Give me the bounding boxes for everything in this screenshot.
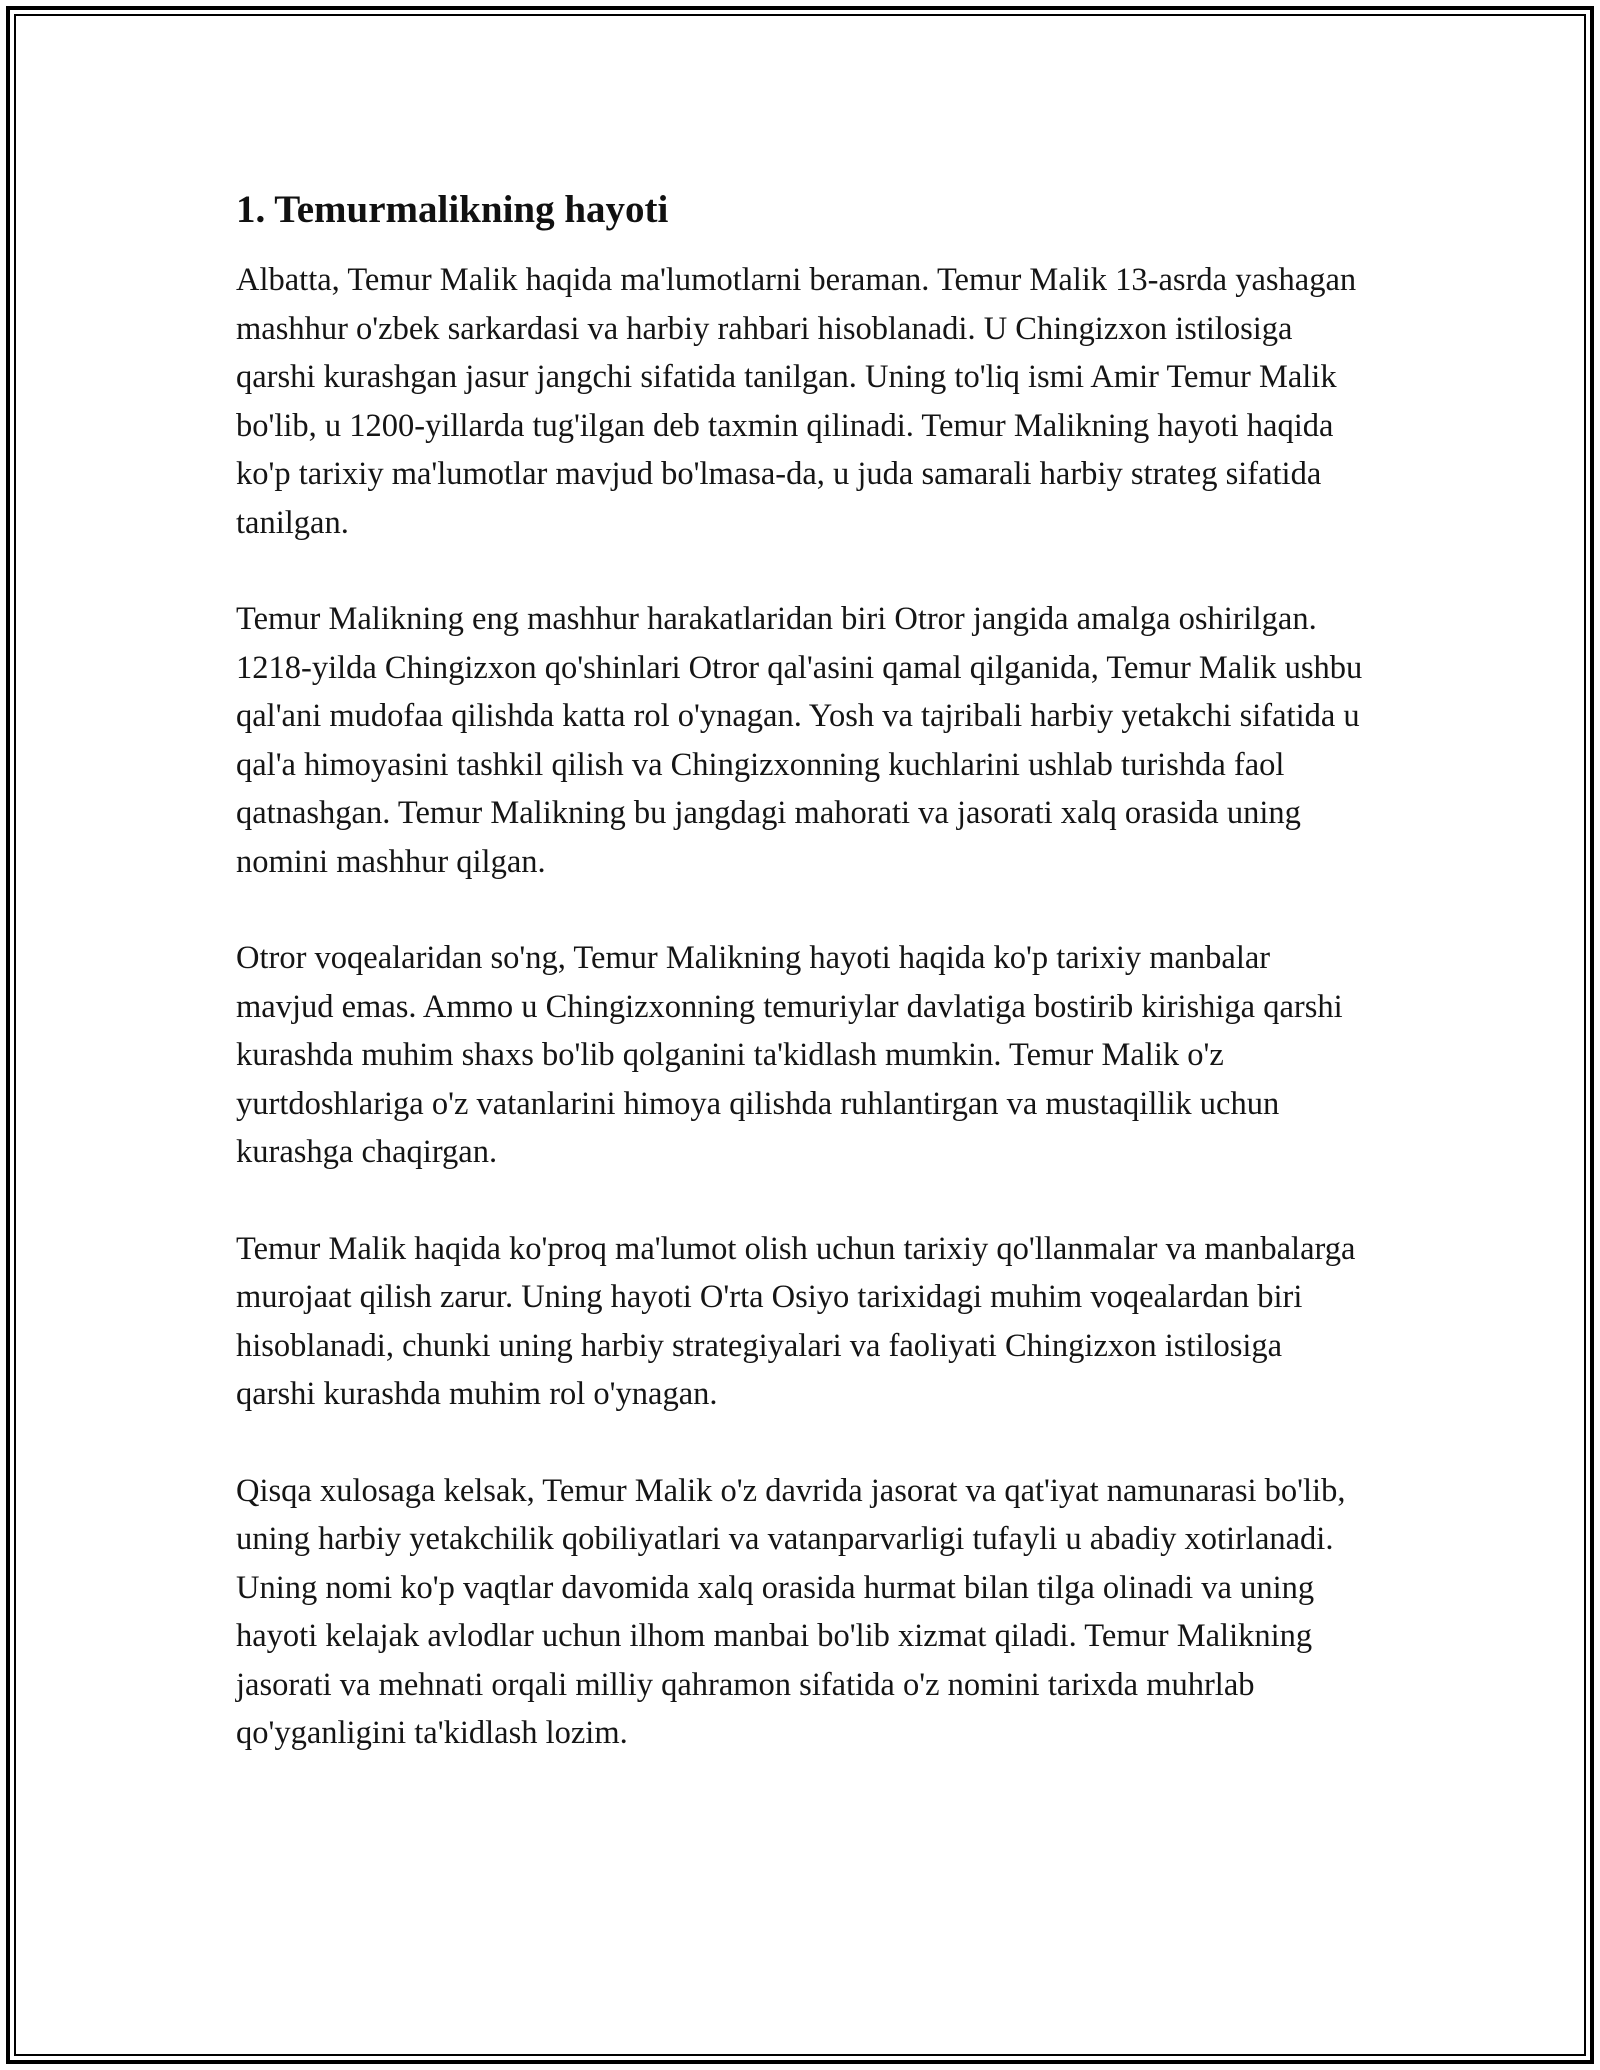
paragraph-2: Temur Malikning eng mashhur harakatlaridan biri Otror jangida amalga oshirilgan. 1218-yilda Chingizxon qo'shinlari Otror qal'asini qamal qilganida, Temur Malik ushbu qal'ani mudofaa qilishda katta rol o'ynagan. Yosh va tajribali harbiy yetakchi sifatida u qal'a himoyasini tashkil qilish va Chingizxonning kuchlarini ushlab turishda faol qatnashgan. Temur Malikning bu jangdagi mahorati va jasorati xalq orasida uning nomini mashhur qilgan. [236,601,1363,880]
paragraph-3: Otror voqealaridan so'ng, Temur Malikning hayoti haqida ko'p tarixiy manbalar mavjud emas. Ammo u Chingizxonning temuriylar davlatiga bostirib kirishiga qarshi kurashda muhim shaxs bo'lib qolganini ta'kidlash mumkin. Temur Malik o'z yurtdoshlariga o'z vatanlarini himoya qilishda ruhlantirgan va mustaqillik uchun kurashga chaqirgan. [236,940,1343,1170]
paragraph-1: Albatta, Temur Malik haqida ma'lumotlarni beraman. Temur Malik 13-asrda yashagan mashhur o'zbek sarkardasi va harbiy rahbari hisoblanadi. U Chingizxon istilosiga qarshi kurashgan jasur jangchi sifatida tanilgan. Uning to'liq ismi Amir Temur Malik bo'lib, u 1200-yillarda tug'ilgan deb taxmin qilinadi. Temur Malikning hayoti haqida ko'p tarixiy ma'lumotlar mavjud bo'lmasa-da, u juda samarali harbiy strateg sifatida tanilgan. [236,262,1357,541]
paragraph-4: Temur Malik haqida ko'proq ma'lumot olish uchun tarixiy qo'llanmalar va manbalarga murojaat qilish zarur. Uning hayoti O'rta Osiyo tarixidagi muhim voqealardan biri hisoblanadi, chunki uning harbiy strategiyalari va faoliyati Chingizxon istilosiga qarshi kurashda muhim rol o'ynagan. [236,1230,1356,1412]
paragraph-5: Qisqa xulosaga kelsak, Temur Malik o'z davrida jasorat va qat'iyat namunarasi bo'lib, uning harbiy yetakchilik qobiliyatlari va vatanparvarligi tufayli u abadiy xotirlanadi. Uning nomi ko'p vaqtlar davomida xalq orasida hurmat bilan tilga olinadi va uning hayoti kelajak avlodlar uchun ilhom manbai bo'lib xizmat qiladi. Temur Malikning jasorati va mehnati orqali milliy qahramon sifatida o'z nomini tarixda muhrlab qo'yganligini ta'kidlash lozim. [236,1472,1346,1751]
document-body [236,186,1366,1806]
section-heading: 1. Temurmalikning hayoti [236,188,669,231]
